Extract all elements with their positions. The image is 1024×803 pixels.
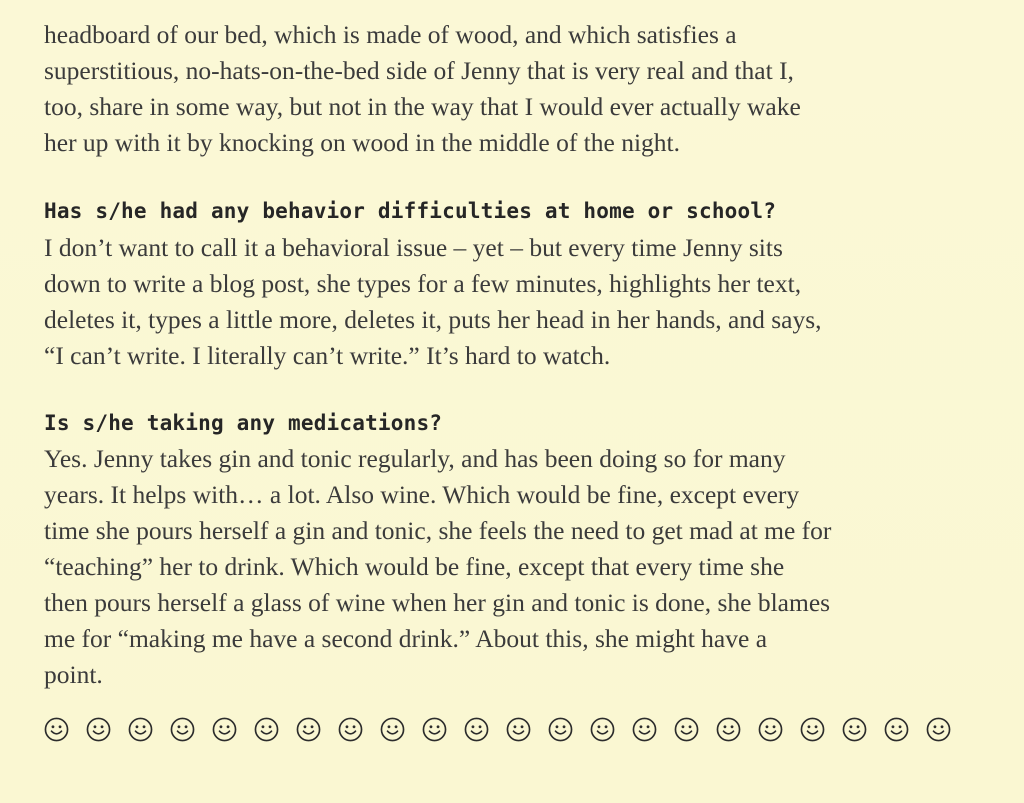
paragraph-line: superstitious, no-hats-on-the-bed side of Jenny that is very real and that I, — [44, 56, 794, 85]
paragraph-line: I don’t want to call it a behavioral issue – yet – but every time Jenny sits — [44, 233, 783, 262]
paragraph-line: me for “making me have a second drink.” About this, she might have a — [44, 624, 768, 653]
smiley-face-icon — [296, 717, 321, 742]
smiley-face-icon — [254, 717, 279, 742]
smiley-face-icon — [590, 717, 615, 742]
paragraph-line: “I can’t write. I literally can’t write.” It’s hard to watch. — [44, 341, 611, 370]
smiley-face-icon — [842, 717, 867, 742]
paragraph-line: down to write a blog post, she types for a few minutes, highlights her text, — [44, 269, 802, 298]
smiley-face-icon — [86, 717, 111, 742]
smiley-face-icon — [926, 717, 951, 742]
smiley-face-icon — [758, 717, 783, 742]
paragraph-line: deletes it, types a little more, deletes it, puts her head in her hands, and says, — [44, 305, 822, 334]
smiley-face-icon — [506, 717, 531, 742]
smiley-row — [44, 717, 951, 742]
paragraph-line: years. It helps with… a lot. Also wine. Which would be fine, except every — [44, 480, 800, 509]
smiley-face-icon — [800, 717, 825, 742]
smiley-face-icon — [338, 717, 363, 742]
smiley-face-icon — [422, 717, 447, 742]
smiley-face-icon — [548, 717, 573, 742]
smiley-face-icon — [716, 717, 741, 742]
paragraph-line: point. — [44, 660, 103, 689]
smiley-face-icon — [674, 717, 699, 742]
smiley-face-icon — [170, 717, 195, 742]
paragraph-line: headboard of our bed, which is made of wood, and which satisfies a — [44, 20, 737, 49]
smiley-face-icon — [464, 717, 489, 742]
smiley-face-icon — [884, 717, 909, 742]
paragraph-line: too, share in some way, but not in the way that I would ever actually wake — [44, 92, 801, 121]
paragraph-line: time she pours herself a gin and tonic, she feels the need to get mad at me for — [44, 516, 832, 545]
paragraph-line: “teaching” her to drink. Which would be fine, except that every time she — [44, 552, 785, 581]
paragraph-line: then pours herself a glass of wine when her gin and tonic is done, she blames — [44, 588, 831, 617]
paragraph-line: Yes. Jenny takes gin and tonic regularly, and has been doing so for many — [44, 444, 786, 473]
smiley-face-icon — [128, 717, 153, 742]
smiley-face-icon — [44, 717, 69, 742]
smiley-face-icon — [632, 717, 657, 742]
smiley-face-icon — [212, 717, 237, 742]
paragraph-line: her up with it by knocking on wood in the middle of the night. — [44, 128, 681, 157]
question-heading: Has s/he had any behavior difficulties at home or school? — [44, 199, 777, 223]
smiley-face-icon — [380, 717, 405, 742]
question-heading: Is s/he taking any medications? — [44, 411, 443, 435]
